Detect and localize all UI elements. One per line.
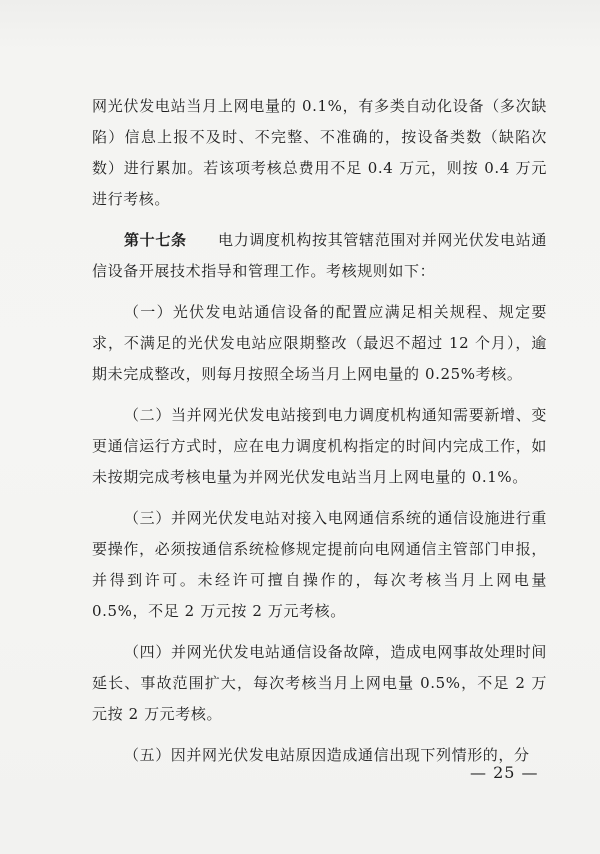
paragraph-item-4 [92,637,547,730]
paragraph-article-17 [92,225,547,287]
item-3-text: （三）并网光伏发电站对接入电网通信系统的通信设施进行重要操作，必须按通信系统检修规定提前向电网通信主管部门申报，并得到许可。未经许可擅自操作的，每次考核当月上网电量 0.5%，不足 2 万元按 2 万元考核。 [92,509,547,620]
paragraph-1 [92,91,547,215]
item-2-text: （二）当并网光伏发电站接到电力调度机构通知需要新增、变更通信运行方式时，应在电力调度机构指定的时间内完成工作，如未按期完成考核电量为并网光伏发电站当月上网电量的 0.1%。 [92,406,547,486]
paragraph-item-1 [92,297,547,390]
item-1-text: （一）光伏发电站通信设备的配置应满足相关规程、规定要求，不满足的光伏发电站应限期整改（最迟不超过 12 个月），逾期未完成整改，则每月按照全场当月上网电量的 0.25%考核。 [92,303,547,383]
item-4-text: （四）并网光伏发电站通信设备故障，造成电网事故处理时间延长、事故范围扩大，每次考核当月上网电量 0.5%，不足 2 万元按 2 万元考核。 [92,643,547,723]
page-number: — 25 — [470,763,539,782]
paragraph-1-text: 网光伏发电站当月上网电量的 0.1%，有多类自动化设备（多次缺陷）信息上报不及时、不完整、不准确的，按设备类数（缺陷次数）进行累加。若该项考核总费用不足 0.4 万元，则按 0.4 万元进行考核。 [92,97,547,208]
paragraph-item-2 [92,400,547,493]
paragraph-item-3 [92,503,547,627]
item-5-text: （五）因并网光伏发电站原因造成通信出现下列情形的，分 [124,746,530,764]
article-17-heading: 第十七条 [124,231,187,249]
body-text [92,91,547,781]
article-17-text: 电力调度机构按其管辖范围对并网光伏发电站通信设备开展技术指导和管理工作。考核规则如下： [92,231,547,280]
